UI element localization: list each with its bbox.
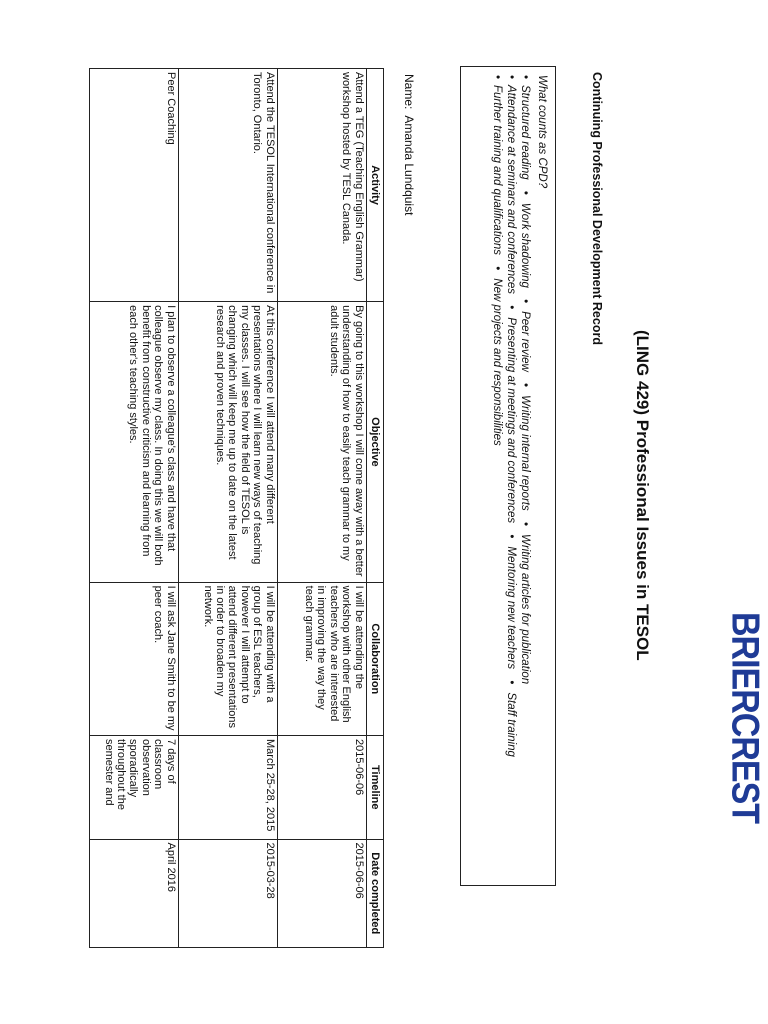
- cpd-row-3: [490, 75, 504, 877]
- cell-activity: Attend the TESOL International conference in Toronto, Ontario.: [178, 69, 277, 302]
- cpd-record-table: [89, 68, 384, 948]
- cpd-item: Peer review: [519, 311, 531, 372]
- bullet-icon: •: [519, 383, 531, 388]
- cpd-row-1: [518, 75, 532, 877]
- cell-timeline: 2015-06-06: [277, 736, 366, 839]
- table-header-row: [366, 69, 383, 948]
- bullet-icon: •: [505, 75, 517, 80]
- cpd-row-2: [504, 75, 518, 877]
- header-objective: Objective: [366, 302, 383, 583]
- cpd-item: Attendance at seminars and conferences: [505, 85, 517, 295]
- table-row: [277, 69, 366, 948]
- cell-timeline: 7 days of classroom observation sporadically throughout the semester and: [89, 736, 178, 839]
- cpd-item: New projects and responsibilities: [491, 278, 503, 446]
- briercrest-logo: BRIERCREST: [723, 612, 767, 824]
- bullet-icon: •: [519, 299, 531, 304]
- cell-collaboration: I will be attending with a group of ESL teachers, however I will attempt to attend different presentations in order to broaden my network.: [178, 582, 277, 735]
- bullet-icon: •: [491, 266, 503, 271]
- cpd-item: Writing articles for publication: [519, 533, 531, 685]
- table-row: [89, 69, 178, 948]
- course-title: (LING 429) Professional Issues in TESOL: [633, 330, 652, 661]
- cell-date-completed: 2015-03-28: [178, 839, 277, 948]
- cell-collaboration: I will be attending the workshop with other English teachers who are interested in improving the way they teach grammar.: [277, 582, 366, 735]
- header-collaboration: Collaboration: [366, 582, 383, 735]
- table-row: [178, 69, 277, 948]
- cpd-item: Staff training: [505, 692, 517, 757]
- cell-objective: By going to this workshop I will come away with a better understanding of how to easily teach grammar to my adult students.: [277, 302, 366, 583]
- cell-activity: Attend a TEG (Teaching English Grammar) workshop hosted by TESL Canada.: [277, 69, 366, 302]
- cell-timeline: March 25-28, 2015: [178, 736, 277, 839]
- bullet-icon: •: [505, 534, 517, 539]
- record-title: Continuing Professional Development Record: [590, 72, 604, 345]
- cpd-item: Presenting at meetings and conferences: [505, 317, 517, 524]
- cpd-item: Mentoring new teachers: [505, 546, 517, 670]
- cell-date-completed: April 2016: [89, 839, 178, 948]
- cpd-info-box: [460, 66, 556, 886]
- cpd-question: What counts as CPD?: [536, 75, 548, 189]
- bullet-icon: •: [505, 305, 517, 310]
- header-timeline: Timeline: [366, 736, 383, 839]
- cell-objective: I plan to observe a colleague's class and have that colleague observe my class. In doing this we will both benefit from constructive criticism and learning from each other's teaching styles.: [89, 302, 178, 583]
- bullet-icon: •: [519, 521, 531, 526]
- bullet-icon: •: [519, 75, 531, 80]
- cpd-item: Work shadowing: [519, 202, 531, 288]
- name-line: [402, 74, 416, 215]
- bullet-icon: •: [491, 75, 503, 80]
- cpd-item: Structured reading: [519, 85, 531, 180]
- header-activity: Activity: [366, 69, 383, 302]
- cell-date-completed: 2015-06-06: [277, 839, 366, 948]
- bullet-icon: •: [505, 680, 517, 685]
- header-date-completed: Date completed: [366, 839, 383, 948]
- cpd-item: Further training and qualifications: [491, 85, 503, 256]
- bullet-icon: •: [519, 190, 531, 195]
- cell-activity: Peer Coaching: [89, 69, 178, 302]
- name-value: Amanda Lundquist: [402, 115, 416, 216]
- cell-collaboration: I will ask Jane Smith to be my peer coach.: [89, 582, 178, 735]
- cpd-item: Writing internal reports: [519, 395, 531, 511]
- name-label: Name:: [402, 74, 416, 110]
- cell-objective: At this conference I will attend many different presentations where I will learn new ways of teaching my classes. I will see how the field of TESOL is changing which will keep me up to date on the latest research and proven techniques.: [178, 302, 277, 583]
